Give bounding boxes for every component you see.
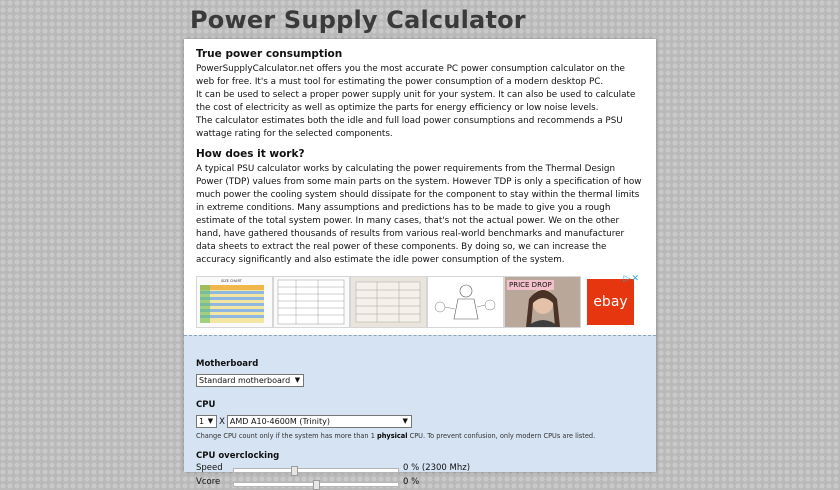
cpu-count-select[interactable]: [196, 415, 217, 428]
cpu-row: [196, 400, 644, 440]
ad-thumb-size-chart[interactable]: [196, 276, 273, 328]
intro-paragraph-3: The calculator estimates both the idle and full load power consumptions and recommends a PSU wattage rating for the selected components.: [196, 115, 623, 139]
ad-choices-icon[interactable]: ▷✕: [623, 273, 640, 284]
cpu-count-separator: X: [219, 416, 225, 427]
motherboard-row: [196, 359, 644, 389]
heading-how-it-works: How does it work?: [196, 148, 305, 161]
site-title: Power Supply Calculator: [190, 6, 526, 34]
ad-thumb-table[interactable]: [273, 276, 350, 328]
ad-thumb-diagram[interactable]: [427, 276, 504, 328]
ad-thumb-price-drop[interactable]: [504, 276, 581, 328]
speed-label: Speed: [196, 463, 223, 473]
vcore-slider-row: [196, 477, 644, 490]
overclocking-section: [196, 451, 644, 490]
content-panel: [184, 39, 656, 487]
chevron-down-icon: ▼: [294, 376, 301, 384]
intro-section: [184, 39, 656, 335]
speed-value: 0 % (2300 Mhz): [403, 463, 471, 473]
calculator-form: [184, 335, 656, 487]
motherboard-label: Motherboard: [196, 359, 259, 369]
cpu-label: CPU: [196, 400, 216, 410]
chevron-down-icon: ▼: [207, 417, 214, 425]
intro-paragraph-4: A typical PSU calculator works by calculating the power requirements from the Thermal Design Power (TDP) values from some main parts on the system. However TDP is only a specification of how much power the cooling system should dissipate for the component to stay within the thermal limits in extreme conditions. Many assumptions and predictions has to be made to give you a rough estimate of the total system power. In many cases, that's not the actual power. We on the other hand, have gathered thousands of results from various real-world benchmarks and manufacturer data sheets to extract the real power of these components. By doing so, we can increase the accuracy significantly and also estimate the idle power consumption of the system.: [196, 164, 642, 265]
sheet-image: [351, 277, 426, 327]
ad-thumb-sheet[interactable]: [350, 276, 427, 328]
cpu-note-text: Change CPU count only if the system has more than 1: [196, 432, 377, 440]
chevron-down-icon: ▼: [402, 417, 408, 425]
cpu-model-value: AMD A10-4600M (Trinity): [229, 417, 330, 426]
diagram-image: [428, 277, 503, 327]
cpu-note: [196, 432, 644, 440]
intro-paragraph-2: It can be used to select a proper power supply unit for your system. It can also be used to calculate the cost of electricity as well as optimize the parts for energy efficiency or low noise levels.: [196, 89, 636, 113]
speed-slider[interactable]: [233, 468, 399, 473]
vcore-label: Vcore: [196, 477, 221, 487]
cpu-model-select[interactable]: [227, 415, 412, 428]
intro-paragraph-1: PowerSupplyCalculator.net offers you the most accurate PC power consumption calculator on the web for free. It's a must tool for estimating the power consumption of a modern desktop PC.: [196, 64, 625, 87]
vcore-slider[interactable]: [233, 482, 399, 487]
vcore-value: 0 %: [403, 477, 420, 487]
speed-slider-row: [196, 463, 644, 476]
cpu-note-text-end: CPU. To prevent confusion, only modern CPUs are listed.: [407, 432, 596, 440]
price-drop-badge: PRICE DROP: [509, 280, 552, 289]
cpu-count-value: 1: [199, 417, 205, 426]
overclocking-label: CPU overclocking: [196, 451, 280, 461]
cpu-note-emphasis: physical: [376, 432, 408, 440]
motherboard-select[interactable]: [196, 374, 304, 387]
speed-slider-thumb[interactable]: [291, 466, 298, 476]
motherboard-select-value: Standard motherboard: [199, 376, 291, 385]
ad-banner[interactable]: [196, 275, 644, 331]
heading-true-power: True power consumption: [196, 48, 343, 60]
vcore-slider-thumb[interactable]: [313, 480, 320, 490]
size-chart-caption: SIZE CHART: [221, 278, 242, 283]
ebay-logo[interactable]: ebay: [587, 279, 634, 325]
size-chart-image: [197, 277, 272, 327]
table-image: [274, 277, 349, 327]
